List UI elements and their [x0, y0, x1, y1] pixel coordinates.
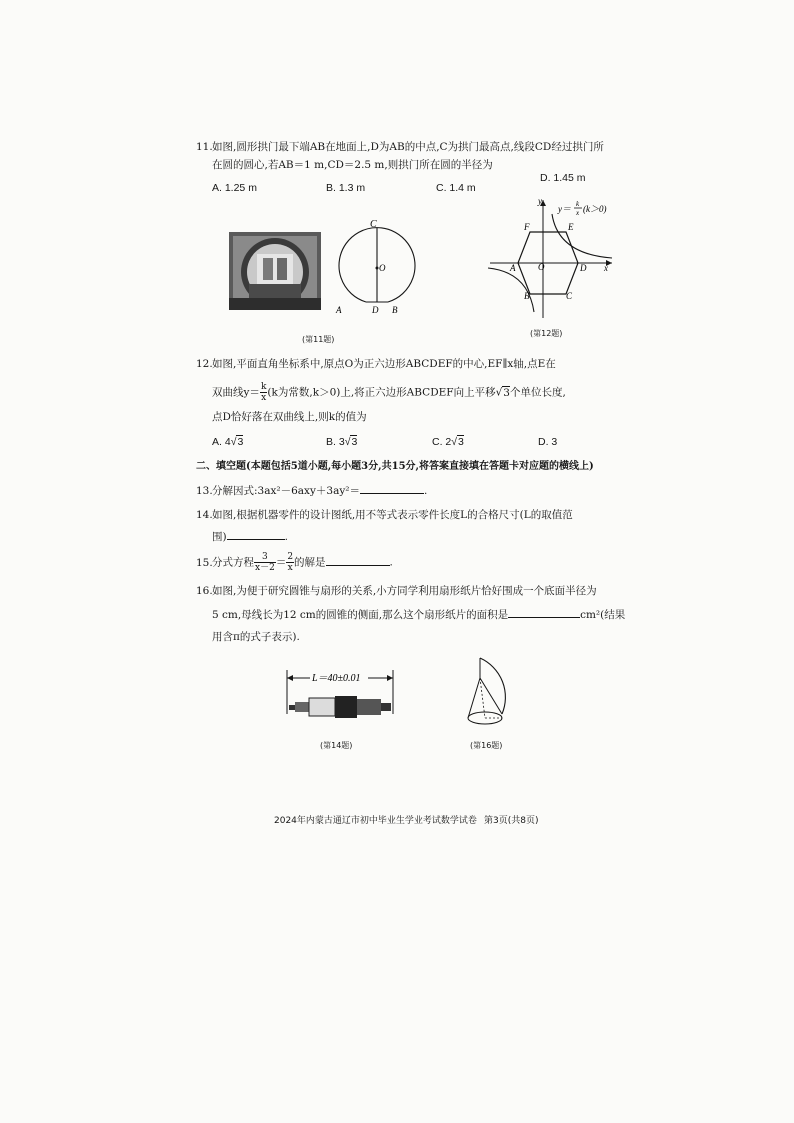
q11-option-b: B. 1.3 m	[326, 182, 366, 194]
q12-caption: (第12题)	[530, 329, 563, 338]
q11-arch-diagram	[330, 214, 422, 320]
q15-answer-blank[interactable]	[326, 565, 390, 566]
svg-text:y＝: y＝	[558, 204, 571, 214]
q11-text-line2: 在圆的圆心,若AB＝1 m,CD＝2.5 m,则拱门所在圆的半径为	[212, 159, 493, 171]
q16-text-line1: 如图,为便于研究圆锥与扇形的关系,小方同学利用扇形纸片恰好围成一个底面半径为	[212, 585, 597, 597]
svg-text:A: A	[510, 263, 516, 273]
q16-answer-blank[interactable]	[508, 617, 580, 618]
q13-answer-blank[interactable]	[360, 493, 424, 494]
footer-page-number: 第3页(共8页)	[484, 816, 539, 826]
q12-text-line2: 双曲线y＝ $\frac{k}{x}$ (k为常数,k＞0)上,将正六边形ABCDEF向上平移√3个单位长度,	[212, 382, 566, 403]
hyperbola-branch-2	[488, 268, 534, 312]
q12-number: 12.	[196, 358, 213, 370]
footer-title: 2024年内蒙古通辽市初中毕业生学业考试数学试卷	[274, 816, 477, 826]
q15-line: 分式方程 $\frac{3}{x-2}$ ＝ $\frac{2}{x}$ 的解是 .	[212, 552, 393, 573]
length-label: L＝40±0.01	[312, 673, 361, 684]
svg-text:B: B	[524, 291, 530, 301]
q11-caption: (第11题)	[302, 335, 335, 344]
label-c: C	[370, 219, 377, 230]
q14-answer-blank[interactable]	[227, 539, 285, 540]
q12-option-d: D. 3	[538, 436, 558, 448]
q15-number: 15.	[196, 557, 213, 569]
label-o: O	[379, 263, 386, 273]
q12-hexagon-diagram	[488, 192, 618, 320]
q14-text-line1: 如图,根据机器零件的设计图纸,用不等式表示零件长度L的合格尺寸(L的取值范	[212, 509, 573, 521]
q11-option-c: C. 1.4 m	[436, 182, 476, 194]
q16-caption: (第16题)	[470, 741, 503, 750]
svg-text:D: D	[580, 263, 587, 273]
q13-line: 分解因式:3ax²－6axy＋3ay²＝ .	[212, 485, 428, 497]
q12-text-line1: 如图,平面直角坐标系中,原点O为正六边形ABCDEF的中心,EF∥x轴,点E在	[212, 358, 556, 370]
q14-caption: (第14题)	[320, 741, 353, 750]
section2-heading: 二、填空题(本题包括5道小题,每小题3分,共15分,将答案直接填在答题卡对应题的横线上)	[196, 461, 594, 472]
label-a: A	[336, 305, 342, 315]
q11-number: 11.	[196, 141, 213, 153]
svg-text:E: E	[568, 222, 574, 232]
svg-text:k: k	[576, 200, 580, 208]
q12-option-a: A. 4√3	[212, 436, 244, 448]
q12-text-line3: 点D恰好落在双曲线上,则k的值为	[212, 411, 367, 423]
svg-text:x: x	[576, 209, 580, 217]
q16-text-line3: 用含π的式子表示).	[212, 631, 300, 643]
q12-option-c: C. 2√3	[432, 436, 464, 448]
q16-number: 16.	[196, 585, 213, 597]
svg-text:(k＞0): (k＞0)	[583, 204, 607, 214]
svg-text:C: C	[566, 291, 573, 301]
q11-option-a: A. 1.25 m	[212, 182, 257, 194]
q11-arch-photo	[229, 232, 321, 310]
q13-number: 13.	[196, 485, 213, 497]
q14-part-drawing	[282, 664, 398, 724]
svg-text:y: y	[538, 196, 542, 206]
svg-text:x: x	[604, 263, 608, 273]
label-d: D	[372, 305, 379, 315]
hyperbola-branch-1	[552, 214, 612, 258]
label-b: B	[392, 305, 398, 315]
q12-option-b: B. 3√3	[326, 436, 358, 448]
svg-text:F: F	[524, 222, 530, 232]
svg-text:O: O	[538, 262, 545, 272]
q14-text-line2: 围) .	[212, 531, 288, 543]
q16-text-line2: 5 cm,母线长为12 cm的圆锥的侧面,那么这个扇形纸片的面积是 cm²(结果	[212, 609, 626, 621]
q14-number: 14.	[196, 509, 213, 521]
q11-option-d: D. 1.45 m	[540, 172, 586, 184]
q11-text-line1: 如图,圆形拱门最下端AB在地面上,D为AB的中点,C为拱门最高点,线段CD经过拱门所	[212, 141, 604, 153]
q16-cone-sector	[458, 652, 524, 732]
